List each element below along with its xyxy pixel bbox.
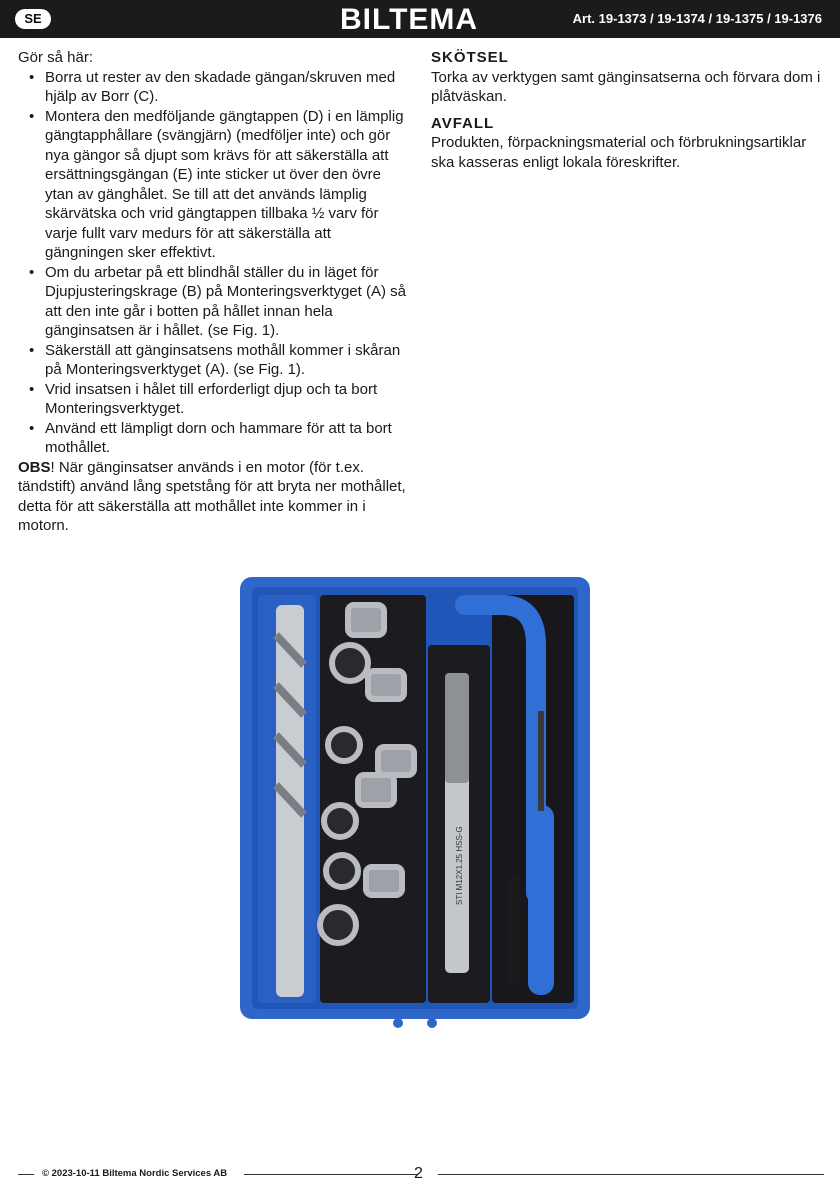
article-numbers: Art. 19-1373 / 19-1374 / 19-1375 / 19-1376 xyxy=(572,11,822,26)
case-latch xyxy=(393,1018,403,1028)
bullet-icon: • xyxy=(29,107,35,125)
instruction-step xyxy=(18,263,410,341)
note-text: ! När gänginsatser används i en motor (för t.ex. tändstift) använd lång spetstång för att bryta ner mothållet, detta för att säkerställa att mothållet inte kommer in i motorn. xyxy=(18,458,406,534)
instruction-steps xyxy=(18,68,410,458)
bullet-icon: • xyxy=(29,341,35,359)
warning-note xyxy=(18,458,410,536)
step-text: Säkerställ att gänginsatsens mothåll kommer i skåran på Monteringsverktyget (A). (se Fig. 1). xyxy=(45,341,401,378)
install-tool-rod xyxy=(538,711,544,811)
step-text: Borra ut rester av den skadade gängan/skruven med hjälp av Borr (C). xyxy=(45,68,396,105)
footer-rule xyxy=(438,1174,824,1175)
tap-marking: STI M12X1.25 HSS-G xyxy=(455,826,464,905)
bullet-icon: • xyxy=(29,68,35,86)
install-tool-shaft xyxy=(508,875,520,985)
step-text: Montera den medföljande gängtappen (D) i en lämplig gängtapphållare (svängjärn) (medföljer inte) och gör nya gängor så djupt som krävs för att säkerställa att ersättningsgängan (E) inte sticker ut över den övre ytan av gänghålet. Se till att det används lämplig skärvätska och vrid gängtappen tillbaka ½ varv för varje fullt varv medurs för att säkerställa att gängningen sker effektivt. xyxy=(45,107,404,261)
step-text: Om du arbetar på ett blindhål ställer du in läget för Djupjusteringskrage (B) på Monteringsverktyget (A) så att den inte går i botten på hållet innan hela gänginsatsen är i hållet. (se Fig. 1). xyxy=(45,263,406,339)
product-photo xyxy=(240,575,590,1030)
page-number: 2 xyxy=(414,1165,423,1182)
care-column xyxy=(431,48,826,179)
instruction-step xyxy=(18,68,410,107)
instructions-column xyxy=(18,48,410,536)
instruction-step xyxy=(18,419,410,458)
install-tool-grip xyxy=(528,805,554,995)
care-text: Torka av verktygen samt gänginsatserna och förvara dom i plåtväskan. xyxy=(431,68,821,105)
instruction-step xyxy=(18,107,410,263)
instructions-intro: Gör så här: xyxy=(18,49,94,66)
bullet-icon: • xyxy=(29,380,35,398)
page-footer xyxy=(18,1165,824,1185)
care-heading: SKÖTSEL xyxy=(431,49,509,66)
bullet-icon: • xyxy=(29,263,35,281)
language-badge: SE xyxy=(15,9,51,29)
page-header xyxy=(0,0,840,38)
case-latch xyxy=(427,1018,437,1028)
instruction-step xyxy=(18,341,410,380)
brand-logo: BILTEMA xyxy=(340,3,479,36)
footer-rule xyxy=(244,1174,418,1175)
footer-rule xyxy=(18,1174,34,1175)
tap-threads xyxy=(445,673,469,783)
note-label: OBS xyxy=(18,458,51,476)
instruction-step xyxy=(18,380,410,419)
copyright: © 2023-10-11 Biltema Nordic Services AB xyxy=(42,1168,228,1179)
waste-heading: AVFALL xyxy=(431,114,495,132)
step-text: Vrid insatsen i hålet till erforderligt djup och ta bort Monteringsverktyget. xyxy=(45,380,378,417)
bullet-icon: • xyxy=(29,419,35,437)
waste-text: Produkten, förpackningsmaterial och förbrukningsartiklar ska kasseras enligt lokala föreskrifter. xyxy=(431,134,807,171)
step-text: Använd ett lämpligt dorn och hammare för att ta bort mothållet. xyxy=(45,419,392,456)
